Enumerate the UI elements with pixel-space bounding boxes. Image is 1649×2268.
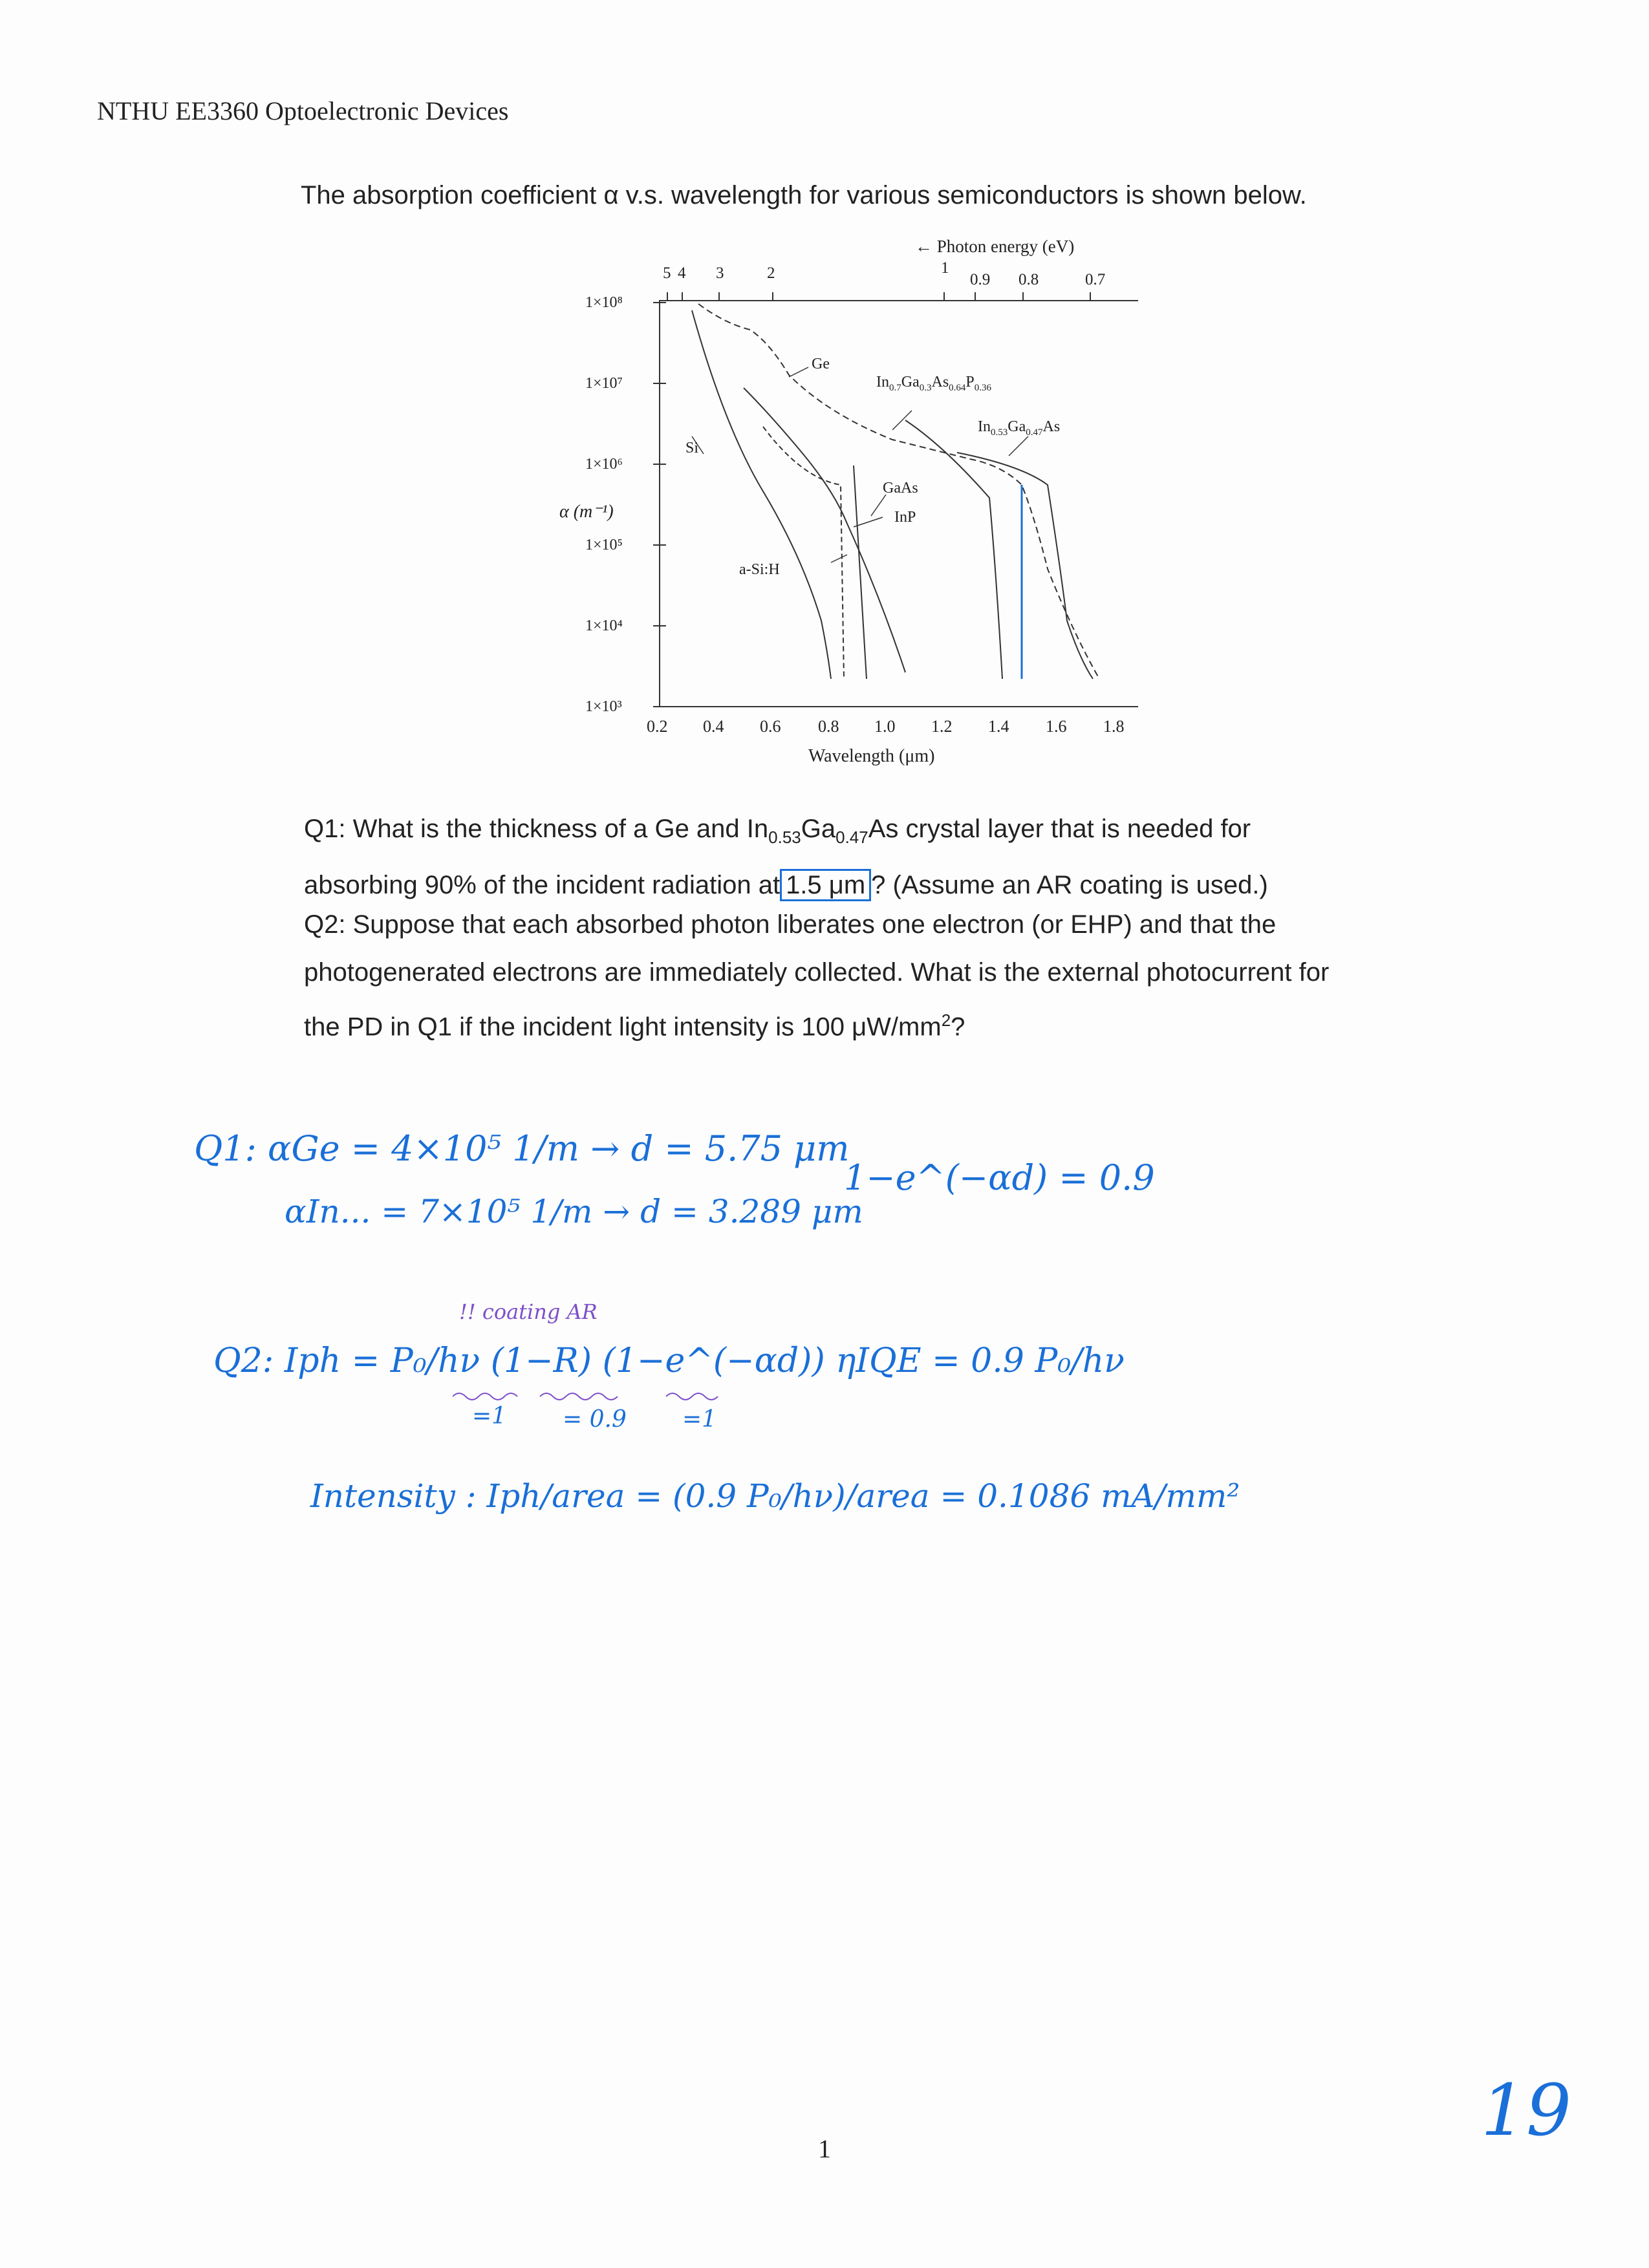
question-2-line-3: the PD in Q1 if the incident light intensity is 100 $\mu W/mm^2$? [304, 1011, 965, 1042]
x-tick: 1.0 [874, 717, 896, 736]
x-tick: 1.8 [1103, 717, 1125, 736]
y-axis-label: α (m⁻¹) [559, 502, 614, 522]
answer-1-line-2: αIn... = 7×10⁵ 1/m → d = 3.289 μm [285, 1193, 863, 1230]
course-header: NTHU EE3360 Optoelectronic Devices [97, 96, 509, 125]
top-tick: 4 [678, 264, 686, 282]
asi-label: a-Si:H [739, 561, 780, 578]
gaas-label: GaAs [883, 480, 918, 497]
underline-label-2: = 0.9 [563, 1406, 627, 1433]
inp-label: InP [894, 509, 916, 526]
intro-text: The absorption coefficient α v.s. wavelength for various semiconductors is shown below. [301, 181, 1307, 209]
x-tick: 0.6 [760, 717, 781, 736]
question-1 [304, 805, 1268, 909]
x-tick: 0.8 [818, 717, 839, 736]
y-tick: 1×10³ [585, 698, 622, 715]
y-tick: 1×10⁷ [585, 375, 623, 392]
page-number: 1 [818, 2134, 831, 2163]
answer-1-equation: 1−e^(−αd) = 0.9 [844, 1157, 1155, 1198]
wavy-underlines [453, 1390, 737, 1403]
absorption-chart [556, 233, 1138, 782]
underline-label-3: =1 [682, 1406, 717, 1433]
y-tick: 1×10⁵ [585, 537, 623, 553]
question-1-line-1: Q1: What is the thickness of a Ge and $In_{0.53}Ga_{0.47}As$ crystal layer that is needed for [304, 815, 1251, 847]
inp-curve [854, 465, 867, 679]
si-label: Si [685, 440, 699, 456]
y-tick: 1×10⁸ [585, 294, 623, 311]
top-axis-title: ← Photon energy (eV) [915, 237, 1075, 256]
x-tick: 1.6 [1046, 717, 1067, 736]
ingaas-curve [957, 453, 1093, 679]
x-tick: 1.2 [931, 717, 953, 736]
ar-coating-note: !! coating AR [459, 1300, 598, 1324]
top-tick: 3 [716, 264, 724, 282]
question-2-line-2: photogenerated electrons are immediately collected. What is the external photocurrent for [304, 958, 1330, 987]
asi-curve [744, 388, 905, 672]
top-tick: 2 [767, 264, 775, 282]
answer-2-line: Q2: Iph = P₀/hν (1−R) (1−e^(−αd)) ηIQE = 0.9 P₀/hν [213, 1342, 1125, 1380]
answer-intensity-line: Intensity : Iph/area = (0.9 P₀/hν)/area = 0.1086 mA/mm² [310, 1477, 1240, 1515]
ingaasp-label: $In_{0.7}Ga_{0.3}As_{0.64}P_{0.36}$ [876, 374, 992, 393]
x-tick: 1.4 [988, 717, 1009, 736]
underline-label-1: =1 [472, 1403, 507, 1429]
si-curve [692, 310, 831, 679]
top-tick: 0.8 [1018, 271, 1039, 288]
gaas-curve [763, 427, 844, 679]
x-axis-label: Wavelength (μm) [808, 746, 935, 766]
corner-handwritten-mark: 19 [1481, 2069, 1571, 2152]
ge-label: Ge [812, 356, 830, 372]
top-tick: 0.7 [1085, 271, 1106, 288]
x-tick: 0.2 [647, 717, 668, 736]
top-tick: 1 [941, 259, 949, 277]
boxed-wavelength: 1.5 μm [780, 869, 871, 901]
top-tick: 0.9 [970, 271, 991, 288]
answer-1-line-1: Q1: αGe = 4×10⁵ 1/m → d = 5.75 μm [194, 1128, 850, 1169]
top-tick: 5 [663, 264, 671, 282]
y-tick: 1×10⁶ [585, 456, 623, 473]
ingaas-label: $In_{0.53}Ga_{0.47}As$ [978, 418, 1061, 438]
question-2 [304, 901, 1329, 1051]
x-tick: 0.4 [703, 717, 724, 736]
y-tick: 1×10⁴ [585, 617, 623, 634]
question-1-line-2: absorbing 90% of the incident radiation at 1.5 μm ? (Assume an AR coating is used.) [304, 861, 1268, 909]
question-2-line-1: Q2: Suppose that each absorbed photon liberates one electron (or EHP) and that the [304, 910, 1277, 939]
plot-frame [660, 301, 1138, 707]
